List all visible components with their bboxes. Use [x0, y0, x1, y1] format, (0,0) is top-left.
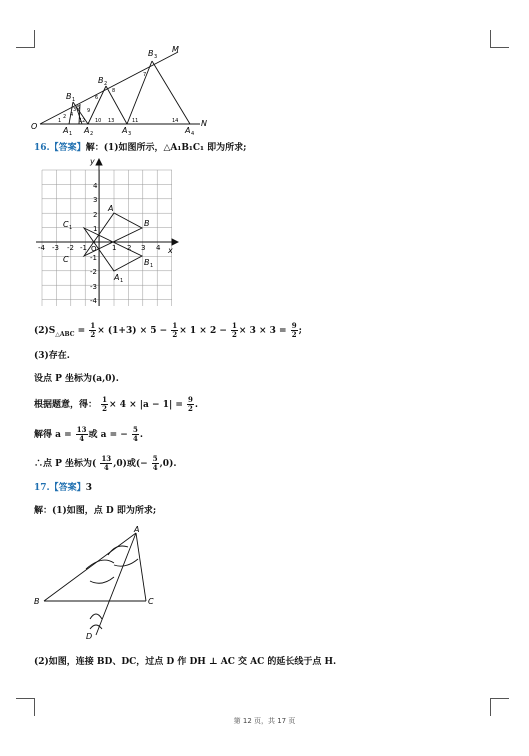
q17-answer-value: 3 — [85, 483, 92, 493]
q16-heading — [34, 142, 246, 154]
arc-6 — [90, 625, 102, 629]
q16-number: 16. — [34, 143, 50, 153]
q16-conclusion-line — [34, 455, 176, 472]
arc-5 — [90, 614, 102, 619]
label-c: C — [63, 255, 69, 264]
x-axis-label: x — [168, 246, 173, 255]
fraction: $\frac{1}{2}$ — [232, 321, 237, 339]
area-mid3: × 3 × 3 = — [238, 326, 290, 336]
y-axis-arrow — [96, 159, 102, 165]
fraction: $\frac{13}{4}$ — [101, 454, 112, 472]
y-tick: 3 — [93, 196, 98, 204]
label-b1: B — [144, 258, 150, 267]
q17-number: 17. — [34, 483, 50, 493]
fraction: $\frac{1}{2}$ — [102, 395, 108, 413]
grid-lines — [42, 170, 172, 306]
label-a4-sub: 4 — [191, 131, 195, 137]
area-end: ; — [298, 326, 302, 336]
sol-mid: 或 a = − — [88, 430, 128, 440]
fraction: $\frac{9}{2}$ — [188, 395, 193, 413]
q17-heading — [34, 482, 92, 494]
label-a1-sub: 1 — [69, 131, 73, 137]
coordinate-grid-figure — [32, 156, 182, 314]
angle-number-3: 3 — [73, 107, 77, 113]
label-a1: A — [114, 273, 120, 282]
label-b2-sub: 2 — [104, 81, 108, 87]
label-b1-sub: 1 — [72, 97, 76, 103]
sol-prefix: 解得 a = — [34, 430, 75, 440]
label-a3: A — [122, 126, 128, 135]
arc-1 — [86, 560, 114, 569]
label-b1: B — [66, 92, 72, 101]
angle-number-6: 6 — [95, 95, 99, 101]
x-axis-arrow — [172, 239, 178, 245]
q16-area-line — [34, 322, 302, 341]
label-d: D — [86, 632, 93, 641]
q16-heading-text: 解：(1)如图所示，△A₁B₁C₁ 即为所求; — [85, 143, 247, 153]
angle-number-14: 14 — [172, 118, 179, 124]
q16-equation-line — [34, 396, 198, 413]
label-b3: B — [148, 49, 154, 58]
angle-number-7: 7 — [143, 72, 147, 78]
q17-part2: (2)如图，连接 BD、DC，过点 D 作 DH ⊥ AC 交 AC 的延长线于点 H. — [34, 657, 337, 667]
y-tick: -2 — [90, 268, 97, 276]
q16-solution-line — [34, 426, 143, 443]
fraction: $\frac{5}{4}$ — [152, 454, 158, 472]
y-tick: -3 — [90, 283, 97, 291]
angle-number-1: 1 — [58, 118, 62, 124]
y-axis-label: y — [90, 157, 95, 166]
x-tick: 4 — [156, 244, 161, 252]
label-a1-sub: 1 — [120, 278, 124, 284]
area-prefix: (2)S — [34, 326, 56, 336]
label-a: A — [134, 525, 140, 534]
y-tick: 1 — [93, 225, 98, 233]
page-footer: 第 12 页，共 17 页 — [233, 717, 296, 725]
label-a3-sub: 3 — [128, 131, 132, 137]
crop-mark-bottom-right-h — [490, 698, 509, 699]
concl-mid: ,0)或(− — [113, 459, 148, 469]
angle-number-10: 10 — [95, 118, 102, 124]
crop-mark-bottom-left-v — [34, 698, 35, 716]
arc-3 — [108, 546, 128, 555]
origin-label: O — [91, 245, 97, 253]
eq-prefix: 根据题意，得： — [34, 400, 98, 410]
q16-part3: (3)存在. — [34, 351, 70, 361]
angle-number-12: 12 — [79, 118, 86, 124]
arc-4 — [114, 559, 138, 566]
area-eq: = — [74, 326, 89, 336]
x-tick: 3 — [141, 244, 146, 252]
x-tick: 2 — [127, 244, 132, 252]
label-a1: A — [63, 126, 69, 135]
label-b: B — [34, 597, 40, 606]
concl-end: ,0). — [159, 459, 177, 469]
label-c1-sub: 1 — [69, 225, 73, 231]
eq-mid: × 4 × |a − 1| = — [109, 400, 187, 410]
x-tick: -3 — [52, 244, 59, 252]
area-subscript: △ABC — [55, 330, 75, 338]
triangle-chain-figure — [30, 42, 220, 138]
fraction: $\frac{1}{2}$ — [172, 321, 178, 339]
angle-number-2: 2 — [63, 114, 67, 120]
angle-number-11: 11 — [132, 118, 139, 124]
label-c: C — [148, 597, 154, 606]
q16-answer-tag: 【答案】 — [49, 143, 86, 153]
label-a4: A — [185, 126, 191, 135]
y-tick: -1 — [90, 254, 97, 262]
label-a2: A — [84, 126, 90, 135]
x-tick: -2 — [67, 244, 74, 252]
angle-number-4: 4 — [70, 112, 74, 118]
y-tick: -4 — [90, 297, 97, 305]
fraction: $\frac{13}{4}$ — [76, 425, 87, 443]
crop-mark-bottom-right-v — [490, 698, 491, 716]
crop-mark-top-right-h — [490, 47, 509, 48]
q17-answer-tag: 【答案】 — [49, 483, 86, 493]
angle-number-8: 8 — [112, 88, 116, 94]
concl-prefix: ∴点 P 坐标为( — [34, 459, 97, 469]
label-m: M — [172, 45, 179, 54]
angle-number-13: 13 — [108, 118, 115, 124]
label-b2: B — [98, 76, 104, 85]
area-mid2: × 1 × 2 − — [179, 326, 231, 336]
fraction: $\frac{9}{2}$ — [291, 321, 297, 339]
label-a2-sub: 2 — [90, 131, 94, 137]
fraction: $\frac{5}{4}$ — [133, 425, 138, 443]
label-c1: C — [63, 220, 69, 229]
label-a: A — [108, 204, 114, 213]
x-tick: -4 — [38, 244, 45, 252]
q16-set-p: 设点 P 坐标为(a,0). — [34, 374, 119, 384]
x-tick: 1 — [112, 244, 117, 252]
side-ac — [136, 533, 146, 601]
q17-part1: 解：(1)如图，点 D 即为所求; — [34, 506, 157, 516]
fraction: $\frac{1}{2}$ — [90, 321, 96, 339]
angle-number-5: 5 — [77, 105, 81, 111]
triangle-construction-figure — [30, 525, 170, 643]
y-tick: 2 — [93, 211, 98, 219]
label-b1-sub: 1 — [150, 263, 154, 269]
label-b: B — [144, 219, 150, 228]
crop-mark-top-right-v — [490, 30, 491, 48]
area-mid1: × (1+3) × 5 − — [97, 326, 171, 336]
arc-2 — [90, 577, 114, 583]
label-o: O — [31, 122, 38, 131]
sol-end: . — [139, 430, 144, 440]
label-n: N — [201, 119, 207, 128]
angle-number-9: 9 — [87, 108, 91, 114]
x-tick: -1 — [80, 244, 87, 252]
crop-mark-bottom-left-h — [16, 698, 35, 699]
y-tick: 4 — [93, 182, 98, 190]
label-b3-sub: 3 — [154, 54, 158, 60]
eq-end: . — [194, 400, 199, 410]
